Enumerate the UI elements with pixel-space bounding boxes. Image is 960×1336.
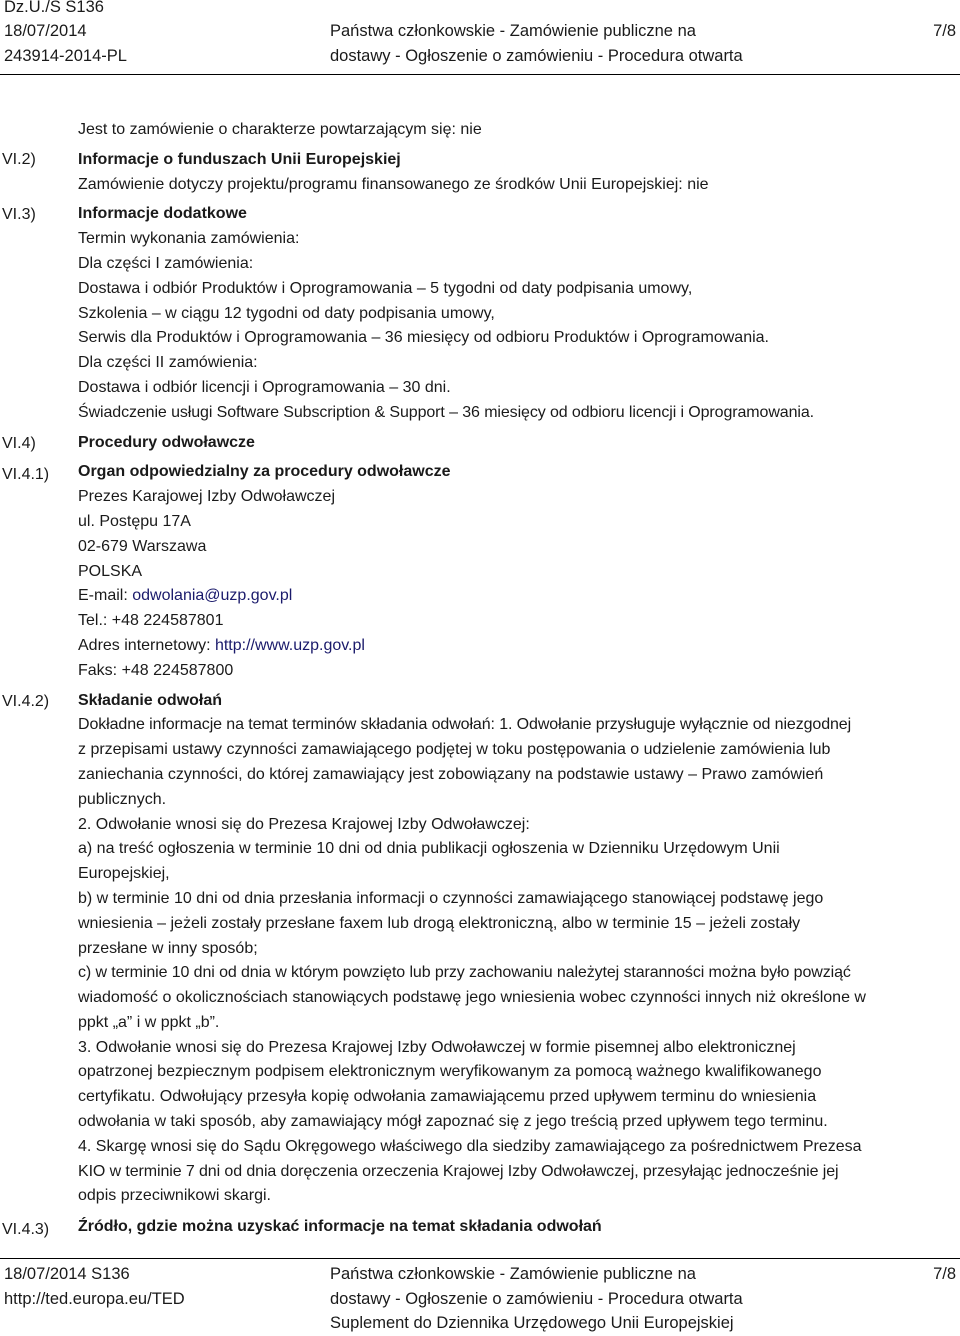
eu-funds-heading: Informacje o funduszach Unii Europejskiej xyxy=(78,150,401,168)
lodging-appeals-line: c) w terminie 10 dni od dnia w którym powzięto lub przy zachowaniu należytej staranności można było powziąć xyxy=(78,964,851,982)
lodging-appeals-line: Europejskiej, xyxy=(78,865,170,883)
review-body-fax: Faks: +48 224587800 xyxy=(78,661,234,679)
header-title-line-1: Państwa członkowskie - Zamówienie publiczne na xyxy=(330,22,696,40)
notice-body xyxy=(78,118,956,1240)
header-date: 18/07/2014 xyxy=(4,22,87,40)
additional-info-line: Dostawa i odbiór licencji i Oprogramowania – 30 dni. xyxy=(78,378,451,396)
page-footer xyxy=(0,1262,960,1336)
email-link[interactable]: odwolania@uzp.gov.pl xyxy=(132,587,293,605)
additional-info-line: Dla części I zamówienia: xyxy=(78,254,254,272)
lodging-appeals-line: z przepisami ustawy czynności zamawiającego podjętej w toku postępowania o udzielenie zamówienia lub xyxy=(78,741,831,759)
review-body-country: POLSKA xyxy=(78,562,143,580)
section-number-vi4: VI.4) xyxy=(2,435,36,452)
lodging-appeals-line: a) na treść ogłoszenia w terminie 10 dni od dnia publikacji ogłoszenia w Dzienniku Urzędowym Unii xyxy=(78,840,780,858)
header-page-number: 7/8 xyxy=(933,22,956,40)
header-rule xyxy=(0,74,960,75)
section-number-vi3: VI.3) xyxy=(2,206,36,223)
additional-info-heading: Informacje dodatkowe xyxy=(78,205,247,223)
lodging-appeals-line: wniesienia – jeżeli zostały przesłane faxem lub drogą elektroniczną, albo w terminie 15 – jeżeli zostały xyxy=(78,914,801,932)
additional-info-line: Serwis dla Produktów i Oprogramowania – 36 miesięcy od odbioru Produktów i Oprogramowania. xyxy=(78,329,769,347)
section-number-vi2: VI.2) xyxy=(2,151,36,168)
review-body-city: 02-679 Warszawa xyxy=(78,537,207,555)
lodging-appeals-line: odwołania w taki sposób, aby zamawiający mógł zapoznać się z jego treścią przed upływem tego terminu. xyxy=(78,1113,828,1131)
review-body-street: ul. Postępu 17A xyxy=(78,512,191,530)
lodging-appeals-line: KIO w terminie 7 dni od dnia doręczenia orzeczenia Krajowej Izby Odwoławczej, przesyłając jednocześnie jej xyxy=(78,1162,839,1180)
footer-url: http://ted.europa.eu/TED xyxy=(4,1290,185,1308)
lodging-appeals-line: publicznych. xyxy=(78,790,167,808)
footer-date-series: 18/07/2014 S136 xyxy=(4,1265,130,1283)
lodging-appeals-line: b) w terminie 10 dni od dnia przesłania informacji o czynności zamawiającego stanowiącej podstawę jego xyxy=(78,889,824,907)
additional-info-line: Termin wykonania zamówienia: xyxy=(78,230,300,248)
lodging-appeals-line: 4. Skargę wnosi się do Sądu Okręgowego właściwego dla siedziby zamawiającego za pośrednictwem Prezesa xyxy=(78,1137,862,1155)
lodging-appeals-heading: Składanie odwołań xyxy=(78,691,223,709)
footer-title-line-1: Państwa członkowskie - Zamówienie publiczne na xyxy=(330,1265,696,1283)
review-body-heading: Organ odpowiedzialny za procedury odwoławcze xyxy=(78,463,451,481)
lodging-appeals-line: wiadomość o okolicznościach stanowiących podstawę jego wniesienia wobec czynności innych niż określone w xyxy=(78,989,866,1007)
header-title-line-2: dostawy - Ogłoszenie o zamówieniu - Procedura otwarta xyxy=(330,47,743,65)
review-procedures-heading: Procedury odwoławcze xyxy=(78,433,255,451)
footer-page-number: 7/8 xyxy=(933,1265,956,1283)
header-journal-ref: Dz.U./S S136 xyxy=(4,0,104,16)
eu-funds-text: Zamówienie dotyczy projektu/programu finansowanego ze środków Unii Europejskiej: nie xyxy=(78,175,709,193)
lodging-appeals-line: certyfikatu. Odwołujący przesyła kopię odwołania zamawiającemu przed upływem terminu do wniesienia xyxy=(78,1088,817,1106)
lodging-appeals-line: Dokładne informacje na temat terminów składania odwołań: 1. Odwołanie przysługuje wyłącznie od niezgodnej xyxy=(78,716,852,734)
footer-title-line-2: dostawy - Ogłoszenie o zamówieniu - Procedura otwarta xyxy=(330,1290,743,1308)
lodging-appeals-line: odpis przeciwnikowi skargi. xyxy=(78,1187,271,1205)
review-body-name: Prezes Karajowej Izby Odwoławczej xyxy=(78,488,335,506)
page-header xyxy=(0,0,960,74)
footer-supplement: Suplement do Dziennika Urzędowego Unii Europejskiej xyxy=(330,1314,734,1332)
section-number-vi42: VI.4.2) xyxy=(2,693,50,710)
lodging-appeals-line: ppkt „a” i w ppkt „b”. xyxy=(78,1013,220,1031)
section-number-vi43: VI.4.3) xyxy=(2,1221,50,1238)
appeals-info-source-heading: Źródło, gdzie można uzyskać informacje na temat składania odwołań xyxy=(78,1218,602,1236)
review-body-email-row xyxy=(78,584,956,609)
review-body-website-row xyxy=(78,634,956,659)
additional-info-line: Szkolenia – w ciągu 12 tygodni od daty podpisania umowy, xyxy=(78,304,495,322)
lodging-appeals-line: 3. Odwołanie wnosi się do Prezesa Krajowej Izby Odwoławczej w formie pisemnej albo elektronicznej xyxy=(78,1038,796,1056)
lodging-appeals-line: zaniechania czynności, do której zamawiający jest zobowiązany na podstawie ustawy – Prawo zamówień xyxy=(78,765,824,783)
website-label: Adres internetowy: xyxy=(78,636,215,654)
lodging-appeals-line: 2. Odwołanie wnosi się do Prezesa Krajowej Izby Odwoławczej: xyxy=(78,815,530,833)
section-number-vi41: VI.4.1) xyxy=(2,466,50,483)
lodging-appeals-line: przesłane w inny sposób; xyxy=(78,939,258,957)
lodging-appeals-line: opatrzonej bezpiecznym podpisem elektronicznym weryfikowanym za pomocą ważnego kwalifikowanego xyxy=(78,1063,822,1081)
review-body-phone: Tel.: +48 224587801 xyxy=(78,612,224,630)
website-link[interactable]: http://www.uzp.gov.pl xyxy=(214,636,365,654)
footer-rule xyxy=(0,1258,960,1259)
additional-info-line: Świadczenie usługi Software Subscription & Support – 36 miesięcy od odbioru licencji i Oprogramowania. xyxy=(78,403,814,421)
additional-info-line: Dostawa i odbiór Produktów i Oprogramowania – 5 tygodni od daty podpisania umowy, xyxy=(78,279,693,297)
additional-info-line: Dla części II zamówienia: xyxy=(78,354,258,372)
email-label: E-mail: xyxy=(78,587,133,605)
header-notice-number: 243914-2014-PL xyxy=(4,47,127,65)
recurrent-statement: Jest to zamówienie o charakterze powtarzającym się: nie xyxy=(78,121,482,138)
